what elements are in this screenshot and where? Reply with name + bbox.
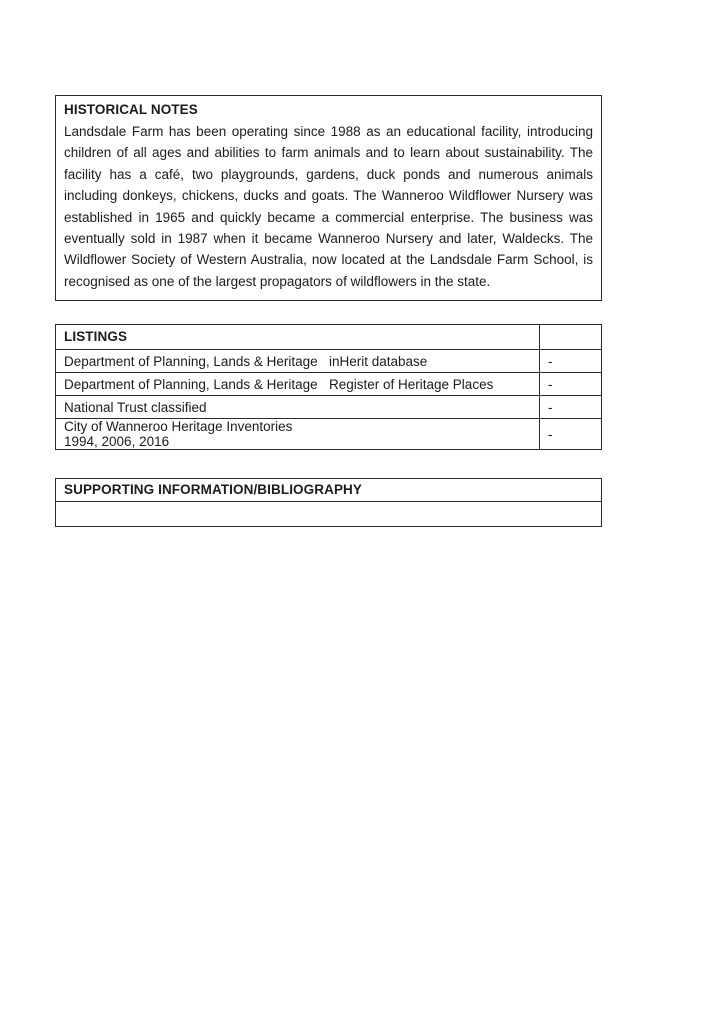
table-row: [56, 395, 601, 418]
table-row: [56, 372, 601, 395]
listing-organisation: Department of Planning, Lands & Heritage: [64, 353, 318, 369]
table-row: [56, 418, 601, 449]
listing-main-cell: [56, 419, 539, 449]
historical-notes-body: Landsdale Farm has been operating since 1988 as an educational facility, introducing children of all ages and abilities to farm animals and to learn about sustainability. The facility has a café, two playgrounds, gardens, duck ponds and numerous animals including donkeys, chickens, ducks and goats. The Wanneroo Wildflower Nursery was established in 1965 and quickly became a commercial enterprise. The business was eventually sold in 1987 when it became Wanneroo Nursery and later, Waldecks. The Wildflower Society of Western Australia, now located at the Landsdale Farm School, is recognised as one of the largest propagators of wildflowers in the state.: [64, 124, 593, 289]
listing-organisation: City of Wanneroo Heritage Inventories 1994, 2006, 2016: [64, 419, 293, 450]
document-content: [55, 95, 602, 527]
supporting-information-title: SUPPORTING INFORMATION/BIBLIOGRAPHY: [56, 479, 601, 502]
listing-register: Register of Heritage Places: [329, 376, 494, 392]
listing-status: -: [539, 373, 601, 395]
listing-main-cell: [56, 350, 539, 372]
listing-organisation: National Trust classified: [64, 399, 207, 415]
listing-status: -: [539, 419, 601, 449]
listing-status: -: [539, 350, 601, 372]
listing-main-cell: [56, 396, 539, 418]
listings-header-row: [56, 325, 601, 349]
listings-header-status-cell: [539, 325, 601, 349]
supporting-information-body: [56, 502, 601, 526]
listings-title: LISTINGS: [64, 329, 128, 345]
table-row: [56, 349, 601, 372]
listing-status: -: [539, 396, 601, 418]
historical-notes-title: HISTORICAL NOTES: [64, 102, 198, 117]
supporting-information-section: [55, 478, 602, 527]
listing-organisation: Department of Planning, Lands & Heritage: [64, 376, 318, 392]
historical-notes-section: [55, 95, 602, 301]
listing-register: inHerit database: [329, 353, 428, 369]
listings-table: [55, 324, 602, 450]
listing-main-cell: [56, 373, 539, 395]
